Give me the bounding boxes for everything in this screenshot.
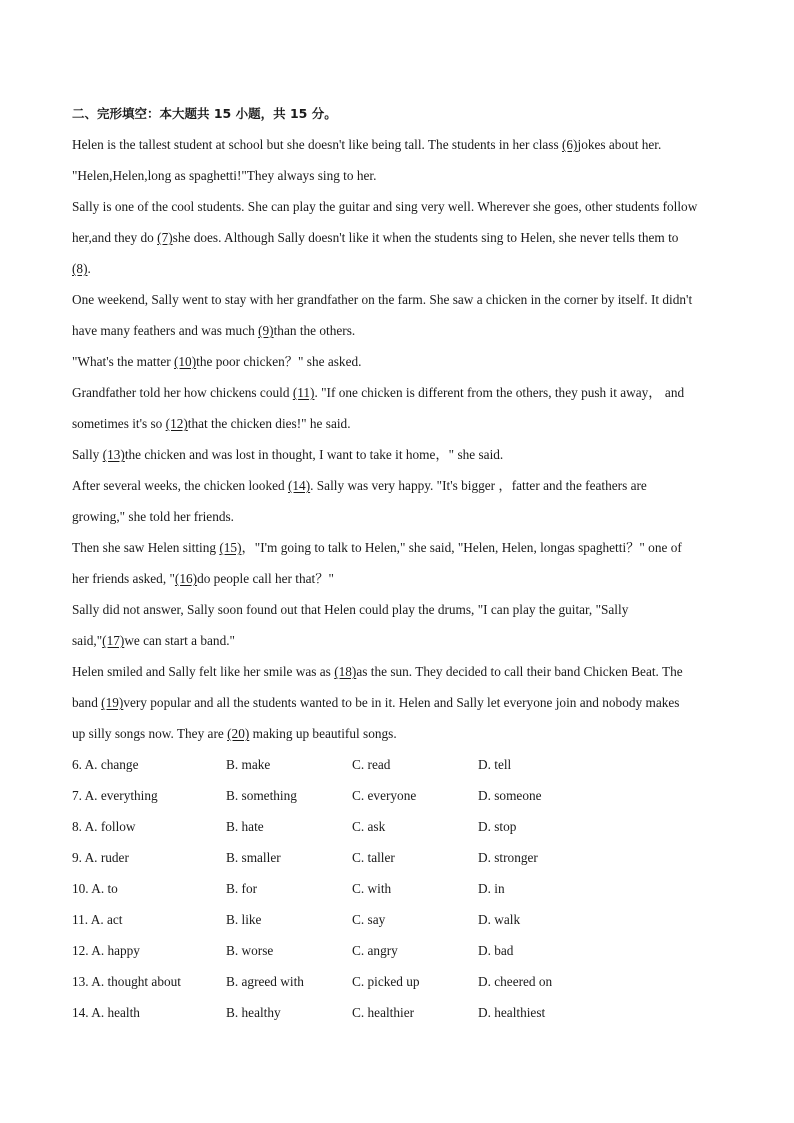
passage-line — [72, 160, 732, 191]
passage-line — [72, 129, 732, 160]
passage-text: Sally — [72, 447, 103, 462]
question-row — [72, 966, 732, 997]
option-a: 12. A. happy — [72, 943, 140, 958]
blank-number: (10) — [173, 354, 197, 369]
passage-text: jokes about her. — [577, 137, 662, 152]
passage-text: "Helen,Helen,long as spaghetti!"They always sing to her. — [72, 168, 377, 183]
section-heading: 二、完形填空：本大题共 15 小题，共 15 分。 — [72, 106, 337, 121]
passage-line — [72, 222, 732, 253]
passage-text: ，"I'm going to talk to Helen," she said, "Helen, Helen, longas spaghetti？" one of — [241, 540, 682, 555]
option-c: C. picked up — [352, 974, 420, 989]
passage-line — [72, 346, 732, 377]
question-row — [72, 873, 732, 904]
passage-text: do people call her that？" — [197, 571, 334, 586]
passage-line — [72, 594, 732, 625]
cloze-passage — [72, 129, 732, 749]
document-page — [72, 98, 732, 1028]
passage-text: have many feathers and was much — [72, 323, 259, 338]
blank-number: (14) — [287, 478, 311, 493]
option-d: D. someone — [478, 788, 542, 803]
passage-line — [72, 408, 732, 439]
option-a: 10. A. to — [72, 881, 118, 896]
option-a: 14. A. health — [72, 1005, 140, 1020]
blank-number: (20) — [227, 726, 250, 741]
option-d: D. cheered on — [478, 974, 553, 989]
passage-line — [72, 191, 732, 222]
passage-text: as the sun. They decided to call their band Chicken Beat. The — [356, 664, 683, 679]
option-b: B. smaller — [226, 850, 281, 865]
passage-text: . "If one chicken is different from the others, they push it away， and — [314, 385, 685, 400]
passage-text: she does. Although Sally doesn't like it when the students sing to Helen, she never tells them to — [172, 230, 679, 245]
passage-text: Then she saw Helen sitting — [72, 540, 220, 555]
passage-line — [72, 501, 732, 532]
passage-text: the chicken and was lost in thought, I want to take it home，" she said. — [124, 447, 504, 462]
option-c: C. angry — [352, 943, 398, 958]
passage-line — [72, 625, 732, 656]
passage-line — [72, 718, 732, 749]
option-c: C. read — [352, 757, 391, 772]
option-a: 7. A. everything — [72, 788, 158, 803]
passage-text: her,and they do — [72, 230, 158, 245]
blank-number: (7) — [157, 230, 173, 245]
blank-number: (8) — [72, 261, 88, 276]
passage-text: band — [72, 695, 102, 710]
option-d: D. bad — [478, 943, 514, 958]
question-row — [72, 904, 732, 935]
passage-text: One weekend, Sally went to stay with her grandfather on the farm. She saw a chicken in the corner by itself. It didn't — [72, 292, 693, 307]
option-b: B. something — [226, 788, 297, 803]
blank-number: (9) — [258, 323, 274, 338]
passage-text: up silly songs now. They are — [72, 726, 228, 741]
passage-line — [72, 687, 732, 718]
option-a: 8. A. follow — [72, 819, 136, 834]
option-d: D. healthiest — [478, 1005, 546, 1020]
option-d: D. stop — [478, 819, 517, 834]
blank-number: (15) — [219, 540, 242, 555]
question-row — [72, 811, 732, 842]
option-a: 13. A. thought about — [72, 974, 181, 989]
passage-text: we can start a band." — [124, 633, 235, 648]
passage-line — [72, 656, 732, 687]
passage-text: Grandfather told her how chickens could — [72, 385, 293, 400]
passage-line — [72, 377, 732, 408]
option-d: D. walk — [478, 912, 521, 927]
passage-line — [72, 470, 732, 501]
option-b: B. like — [226, 912, 262, 927]
option-d: D. stronger — [478, 850, 538, 865]
passage-text: said," — [72, 633, 103, 648]
passage-text: than the others. — [273, 323, 356, 338]
passage-text: growing," she told her friends. — [72, 509, 235, 524]
passage-text: sometimes it's so — [72, 416, 166, 431]
question-row — [72, 780, 732, 811]
option-c: C. ask — [352, 819, 386, 834]
blank-number: (19) — [101, 695, 124, 710]
passage-text: her friends asked, " — [72, 571, 175, 586]
option-b: B. worse — [226, 943, 274, 958]
passage-text: the poor chicken？" she asked. — [196, 354, 362, 369]
blank-number: (18) — [334, 664, 357, 679]
blank-number: (16) — [174, 571, 198, 586]
option-c: C. everyone — [352, 788, 417, 803]
passage-text: Helen is the tallest student at school but she doesn't like being tall. The students in her class — [72, 137, 562, 152]
passage-text: very popular and all the students wanted to be in it. Helen and Sally let everyone join and nobody makes — [123, 695, 680, 710]
option-b: B. agreed with — [226, 974, 304, 989]
passage-text: After several weeks, the chicken looked — [72, 478, 288, 493]
question-row — [72, 842, 732, 873]
option-c: C. healthier — [352, 1005, 415, 1020]
passage-line — [72, 253, 732, 284]
option-b: B. healthy — [226, 1005, 281, 1020]
blank-number: (11) — [292, 385, 315, 400]
option-b: B. for — [226, 881, 258, 896]
passage-line — [72, 284, 732, 315]
passage-text: that the chicken dies!" he said. — [187, 416, 351, 431]
option-b: B. make — [226, 757, 271, 772]
question-row — [72, 749, 732, 780]
passage-text: Sally is one of the cool students. She can play the guitar and sing very well. Wherever she goes, other students follow — [72, 199, 698, 214]
passage-text: . — [87, 261, 91, 276]
passage-line — [72, 532, 732, 563]
option-a: 11. A. act — [72, 912, 123, 927]
option-a: 9. A. ruder — [72, 850, 129, 865]
passage-text: Sally did not answer, Sally soon found out that Helen could play the drums, "I can play the guitar, "Sally — [72, 602, 629, 617]
passage-text: making up beautiful songs. — [249, 726, 397, 741]
option-a: 6. A. change — [72, 757, 139, 772]
passage-line — [72, 439, 732, 470]
option-c: C. with — [352, 881, 392, 896]
passage-line — [72, 563, 732, 594]
blank-number: (12) — [165, 416, 188, 431]
passage-text: . Sally was very happy. "It's bigger ，fatter and the feathers are — [310, 478, 647, 493]
passage-text: Helen smiled and Sally felt like her smile was as — [72, 664, 335, 679]
passage-line — [72, 315, 732, 346]
option-b: B. hate — [226, 819, 264, 834]
option-c: C. taller — [352, 850, 395, 865]
option-c: C. say — [352, 912, 386, 927]
question-row — [72, 997, 732, 1028]
blank-number: (6) — [561, 137, 578, 152]
answer-options — [72, 749, 732, 1028]
question-row — [72, 935, 732, 966]
option-d: D. in — [478, 881, 505, 896]
passage-text: "What's the matter — [72, 354, 174, 369]
option-d: D. tell — [478, 757, 512, 772]
blank-number: (17) — [102, 633, 125, 648]
blank-number: (13) — [102, 447, 125, 462]
